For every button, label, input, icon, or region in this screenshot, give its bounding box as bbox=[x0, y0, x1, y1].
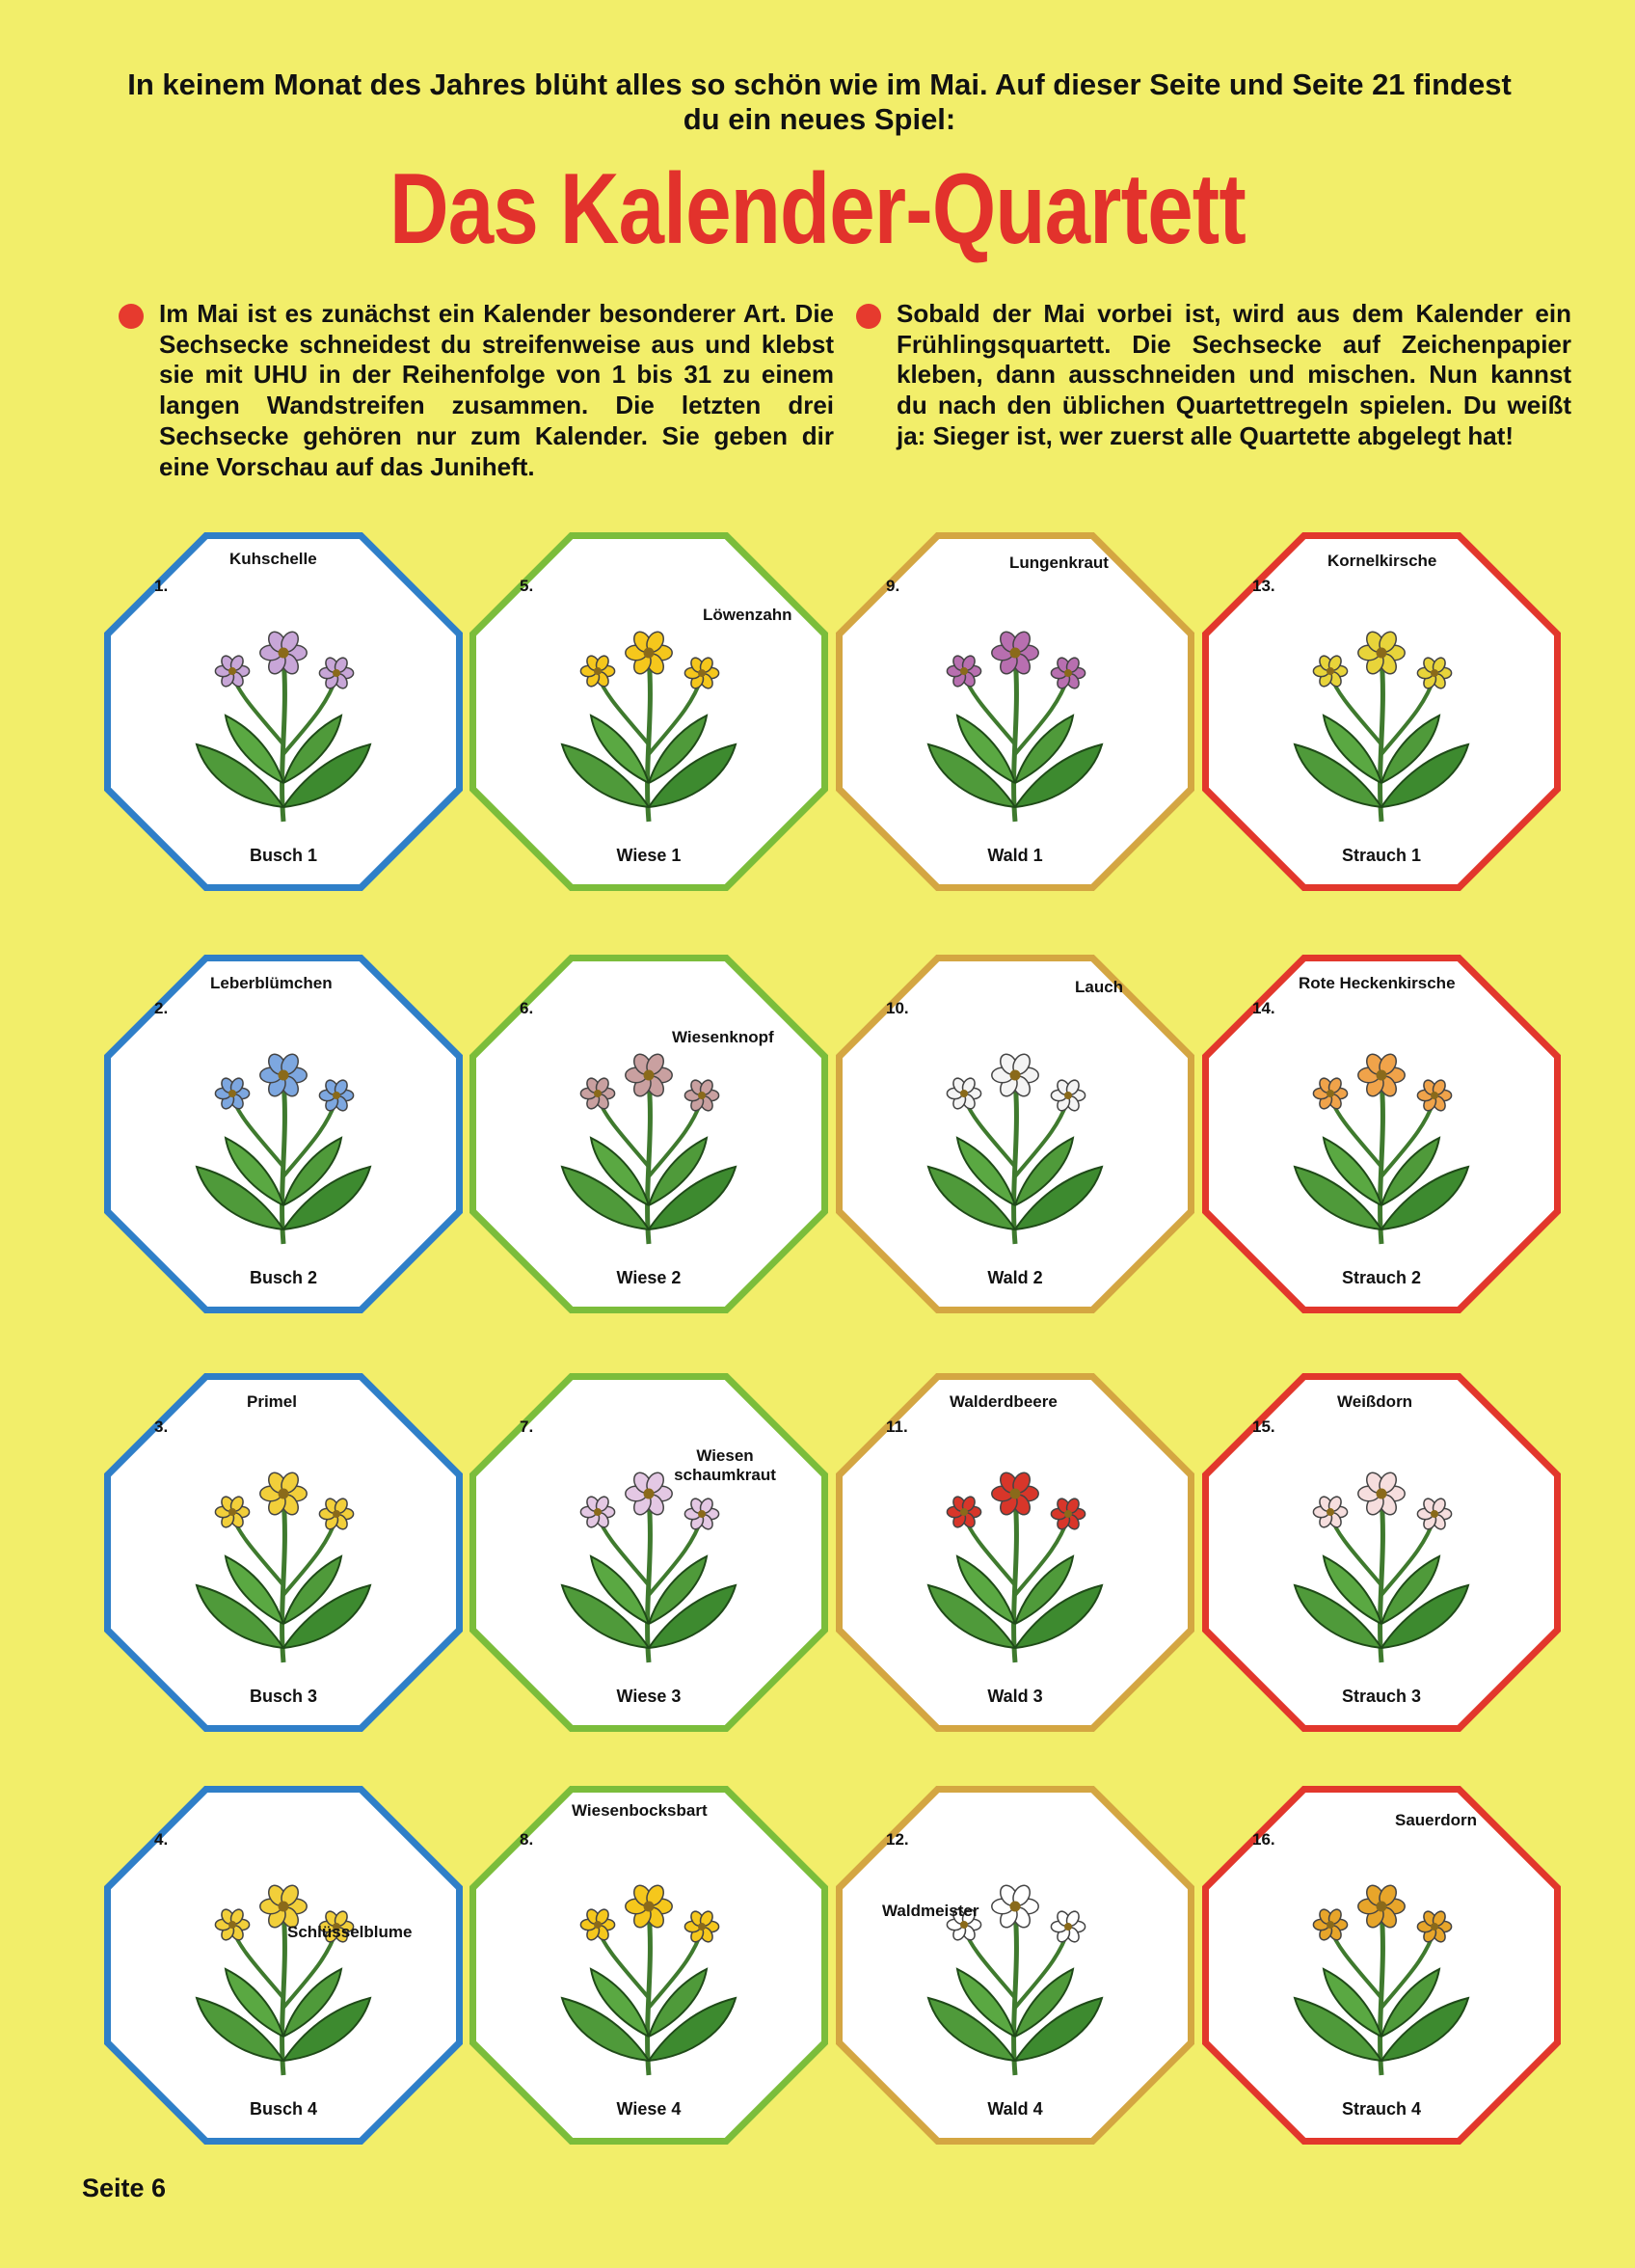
paragraph-right-text: Sobald der Mai vorbei ist, wird aus dem Kalender ein Frühlingsquartett. Die Sechsecke auf Zeichenpapier kleben, dann ausschneiden und mischen. Nun kannst du nach den üblichen Quartettregeln spielen. Du weißt ja: Sieger ist, wer zuerst alle Quartette abgelegt hat! bbox=[897, 299, 1571, 450]
card-plant-name: Wiesenbocksbart bbox=[572, 1801, 708, 1820]
card-number: 14. bbox=[1252, 999, 1275, 1017]
bullet-dot-icon bbox=[119, 304, 144, 329]
quartet-card bbox=[836, 532, 1194, 891]
card-number: 13. bbox=[1252, 577, 1275, 595]
card-category: Wald 3 bbox=[987, 1687, 1043, 1706]
plant-illustration-icon bbox=[1261, 600, 1502, 831]
page-title: Das Kalender-Quartett bbox=[389, 153, 1246, 265]
card-plant-name: Kornelkirsche bbox=[1327, 552, 1437, 570]
card-category: Strauch 4 bbox=[1341, 2099, 1422, 2119]
card-category: Wiese 2 bbox=[616, 1268, 682, 1287]
card-plant-name: Walderdbeere bbox=[950, 1392, 1058, 1411]
plant-illustration-icon bbox=[895, 1441, 1136, 1672]
plant-illustration-icon bbox=[895, 1022, 1136, 1254]
card-number: 6. bbox=[520, 999, 534, 1017]
card-plant-name: Waldmeister bbox=[882, 1902, 979, 1920]
plant-illustration-icon bbox=[163, 600, 404, 831]
card-category: Wald 4 bbox=[987, 2099, 1043, 2119]
card-plant-name: Rote Heckenkirsche bbox=[1299, 974, 1456, 992]
plant-illustration-icon bbox=[1261, 1022, 1502, 1254]
quartet-card bbox=[1202, 1373, 1561, 1732]
plant-illustration-icon bbox=[895, 600, 1136, 831]
card-number: 16. bbox=[1252, 1830, 1275, 1849]
card-category: Wiese 3 bbox=[616, 1687, 682, 1706]
card-number: 15. bbox=[1252, 1418, 1275, 1436]
quartet-card bbox=[104, 955, 463, 1313]
quartet-card bbox=[1202, 1786, 1561, 2145]
card-category: Wiese 4 bbox=[616, 2099, 682, 2119]
plant-illustration-icon bbox=[163, 1022, 404, 1254]
card-plant-name: Schlüsselblume bbox=[287, 1923, 413, 1941]
card-number: 1. bbox=[154, 577, 169, 595]
card-plant-name: Leberblümchen bbox=[210, 974, 333, 992]
card-number: 9. bbox=[886, 577, 900, 595]
quartet-card bbox=[836, 1373, 1194, 1732]
page-number: Seite 6 bbox=[82, 2174, 167, 2202]
quartet-card bbox=[104, 1373, 463, 1732]
quartet-card bbox=[469, 1786, 828, 2145]
card-plant-name: Lungenkraut bbox=[1009, 554, 1109, 572]
card-number: 4. bbox=[154, 1830, 169, 1849]
quartet-card bbox=[1202, 532, 1561, 891]
card-plant-name: Weißdorn bbox=[1337, 1392, 1413, 1411]
card-number: 7. bbox=[520, 1418, 534, 1436]
card-plant-name: Wiesen schaumkraut bbox=[674, 1446, 776, 1484]
card-category: Busch 2 bbox=[249, 1268, 318, 1287]
plant-illustration-icon bbox=[528, 1853, 769, 2085]
quartet-card bbox=[469, 532, 828, 891]
card-category: Strauch 3 bbox=[1341, 1687, 1422, 1706]
card-plant-name: Löwenzahn bbox=[703, 606, 792, 624]
card-plant-name: Primel bbox=[247, 1392, 297, 1411]
bullet-dot-icon bbox=[856, 304, 881, 329]
plant-illustration-icon bbox=[528, 1022, 769, 1254]
quartet-card bbox=[104, 532, 463, 891]
quartet-card bbox=[836, 1786, 1194, 2145]
card-number: 12. bbox=[886, 1830, 909, 1849]
quartet-card bbox=[836, 955, 1194, 1313]
plant-illustration-icon bbox=[895, 1853, 1136, 2085]
quartet-card bbox=[1202, 955, 1561, 1313]
plant-illustration-icon bbox=[528, 600, 769, 831]
card-category: Busch 3 bbox=[249, 1687, 318, 1706]
card-category: Wald 2 bbox=[987, 1268, 1043, 1287]
quartet-card bbox=[469, 1373, 828, 1732]
card-number: 11. bbox=[886, 1418, 908, 1436]
card-category: Wiese 1 bbox=[616, 846, 682, 865]
plant-illustration-icon bbox=[1261, 1853, 1502, 2085]
card-category: Busch 1 bbox=[249, 846, 318, 865]
paragraph-left-text: Im Mai ist es zunächst ein Kalender besonderer Art. Die Sechsecke schneidest du streifenweise aus und klebst sie mit UHU in der Reihenfolge von 1 bis 31 zu einem langen Wandstreifen zusammen. Die letzten drei Sechsecke gehören nur zum Kalender. Sie geben dir eine Vorschau auf das Juniheft. bbox=[159, 299, 834, 481]
card-plant-name: Sauerdorn bbox=[1395, 1811, 1478, 1829]
intro-text: In keinem Monat des Jahres blüht alles so schön wie im Mai. Auf dieser Seite und Seite 21 findest du ein neues Spiel: bbox=[127, 68, 1512, 136]
card-category: Wald 1 bbox=[987, 846, 1043, 865]
card-number: 10. bbox=[886, 999, 909, 1017]
card-plant-name: Kuhschelle bbox=[229, 550, 317, 568]
card-number: 2. bbox=[154, 999, 169, 1017]
plant-illustration-icon bbox=[163, 1853, 404, 2085]
quartet-card bbox=[104, 1786, 463, 2145]
paragraph-left bbox=[159, 299, 834, 482]
card-plant-name: Wiesenknopf bbox=[672, 1028, 774, 1046]
quartet-card bbox=[469, 955, 828, 1313]
card-category: Strauch 2 bbox=[1341, 1268, 1422, 1287]
card-number: 3. bbox=[154, 1418, 169, 1436]
card-category: Strauch 1 bbox=[1341, 846, 1422, 865]
card-plant-name: Lauch bbox=[1075, 978, 1124, 996]
card-number: 5. bbox=[520, 577, 534, 595]
plant-illustration-icon bbox=[163, 1441, 404, 1672]
plant-illustration-icon bbox=[1261, 1441, 1502, 1672]
card-number: 8. bbox=[520, 1830, 534, 1849]
card-category: Busch 4 bbox=[249, 2099, 318, 2119]
paragraph-right bbox=[897, 299, 1571, 452]
